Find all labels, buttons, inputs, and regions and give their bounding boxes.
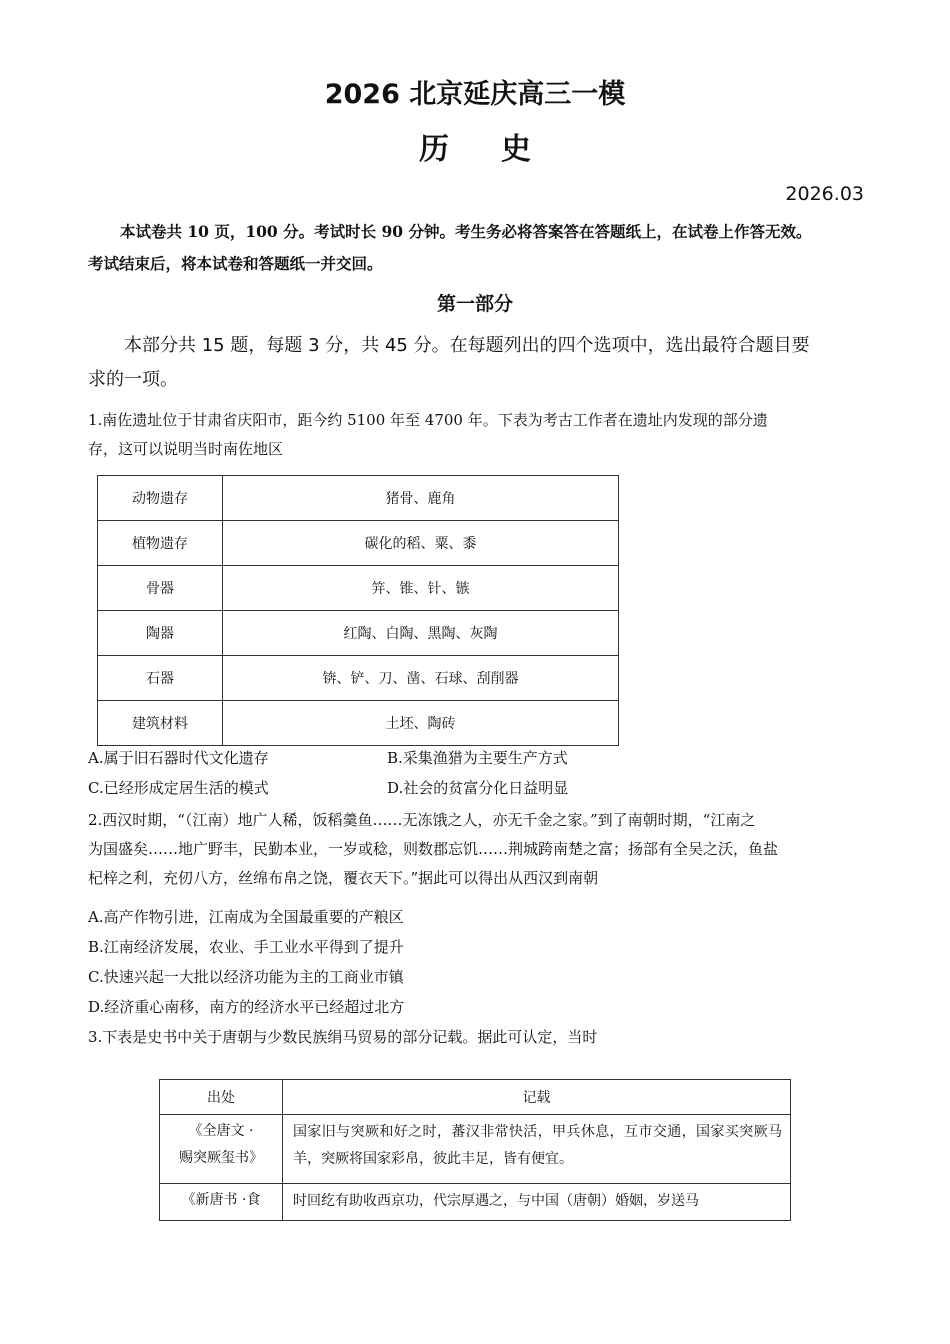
table-cell-source [160, 1115, 283, 1184]
table-cell: 骨器 [98, 566, 223, 611]
exam-date: 2026.03 [785, 183, 864, 205]
table-cell: 土坯、陶砖 [223, 701, 619, 746]
q3-trade-table [159, 1079, 791, 1221]
table-header-record: 记载 [283, 1080, 791, 1115]
table-row [98, 476, 619, 521]
part1-desc-line-1: 本部分共 15 题，每题 3 分，共 45 分。在每题列出的四个选项中，选出最符合题目要 [124, 335, 810, 356]
q1-option-c[interactable]: C.已经形成定居生活的模式 [88, 779, 269, 797]
part1-title: 第一部分 [436, 293, 513, 315]
table-row [98, 656, 619, 701]
notice-line-2: 考试结束后，将本试卷和答题纸一并交回。 [88, 254, 383, 273]
table-cell: 锛、铲、刀、凿、石球、刮削器 [223, 656, 619, 701]
table-cell-source [160, 1184, 283, 1221]
table-cell: 猪骨、鹿角 [223, 476, 619, 521]
q2-stem-line-1: 2.西汉时期，“（江南）地广人稀，饭稻羹鱼……无冻饿之人，亦无千金之家。”到了南朝时期，“江南之 [88, 811, 756, 829]
q2-option-c[interactable]: C.快速兴起一大批以经济功能为主的工商业市镇 [88, 968, 404, 986]
q2-option-a[interactable]: A.高产作物引进，江南成为全国最重要的产粮区 [88, 908, 404, 926]
table-cell-record: 国家旧与突厥和好之时，蕃汉非常快活，甲兵休息，互市交通，国家买突厥马羊，突厥将国家彩帛，彼此丰足，皆有便宜。 [283, 1115, 791, 1184]
q3-stem: 3.下表是史书中关于唐朝与少数民族绢马贸易的部分记载。据此可认定，当时 [88, 1028, 598, 1046]
q2-stem-line-2: 为国盛矣……地广野丰，民勤本业，一岁或稔，则数郡忘饥……荆城跨南楚之富；扬部有全吴之沃，鱼盐 [88, 840, 779, 858]
notice-line-1: 本试卷共 10 页，100 分。考试时长 90 分钟。考生务必将答案答在答题纸上，在试卷上作答无效。 [120, 222, 812, 241]
q1-option-b[interactable]: B.采集渔猎为主要生产方式 [387, 749, 568, 767]
table-cell: 红陶、白陶、黑陶、灰陶 [223, 611, 619, 656]
part1-desc-line-2: 求的一项。 [88, 369, 178, 390]
table-row [160, 1184, 791, 1221]
q1-stem-line-1: 1.南佐遗址位于甘肃省庆阳市，距今约 5100 年至 4700 年。下表为考古工作者在遗址内发现的部分遗 [88, 411, 768, 429]
table-cell-record: 时回纥有助收西京功，代宗厚遇之，与中国（唐朝）婚姻，岁送马 [283, 1184, 791, 1221]
table-cell: 笄、锥、针、镞 [223, 566, 619, 611]
q2-option-d[interactable]: D.经济重心南移，南方的经济水平已经超过北方 [88, 998, 405, 1016]
subject-title: 历史 [419, 132, 583, 167]
table-row [160, 1115, 791, 1184]
table-cell: 石器 [98, 656, 223, 701]
table-cell: 建筑材料 [98, 701, 223, 746]
source-line-2: 赐突厥玺书》 [179, 1150, 263, 1166]
source-line-1: 《新唐书 ·食 [181, 1192, 261, 1208]
table-header-source: 出处 [160, 1080, 283, 1115]
q1-stem-line-2: 存，这可以说明当时南佐地区 [88, 440, 284, 458]
q2-option-b[interactable]: B.江南经济发展，农业、手工业水平得到了提升 [88, 938, 404, 956]
q1-artifact-table [97, 475, 619, 746]
q2-stem-line-3: 杞梓之利，充仞八方，丝绵布帛之饶，覆衣天下。”据此可以得出从西汉到南朝 [88, 869, 599, 887]
table-header-row [160, 1080, 791, 1115]
source-line-1: 《全唐文 · [188, 1123, 254, 1139]
table-cell: 动物遗存 [98, 476, 223, 521]
q1-option-d[interactable]: D.社会的贫富分化日益明显 [387, 779, 569, 797]
q1-option-a[interactable]: A.属于旧石器时代文化遗存 [88, 749, 269, 767]
table-cell: 碳化的稻、粟、黍 [223, 521, 619, 566]
table-row [98, 566, 619, 611]
table-row [98, 611, 619, 656]
table-cell: 陶器 [98, 611, 223, 656]
table-cell: 植物遗存 [98, 521, 223, 566]
table-row [98, 701, 619, 746]
table-row [98, 521, 619, 566]
exam-title: 2026 北京延庆高三一模 [324, 79, 626, 110]
